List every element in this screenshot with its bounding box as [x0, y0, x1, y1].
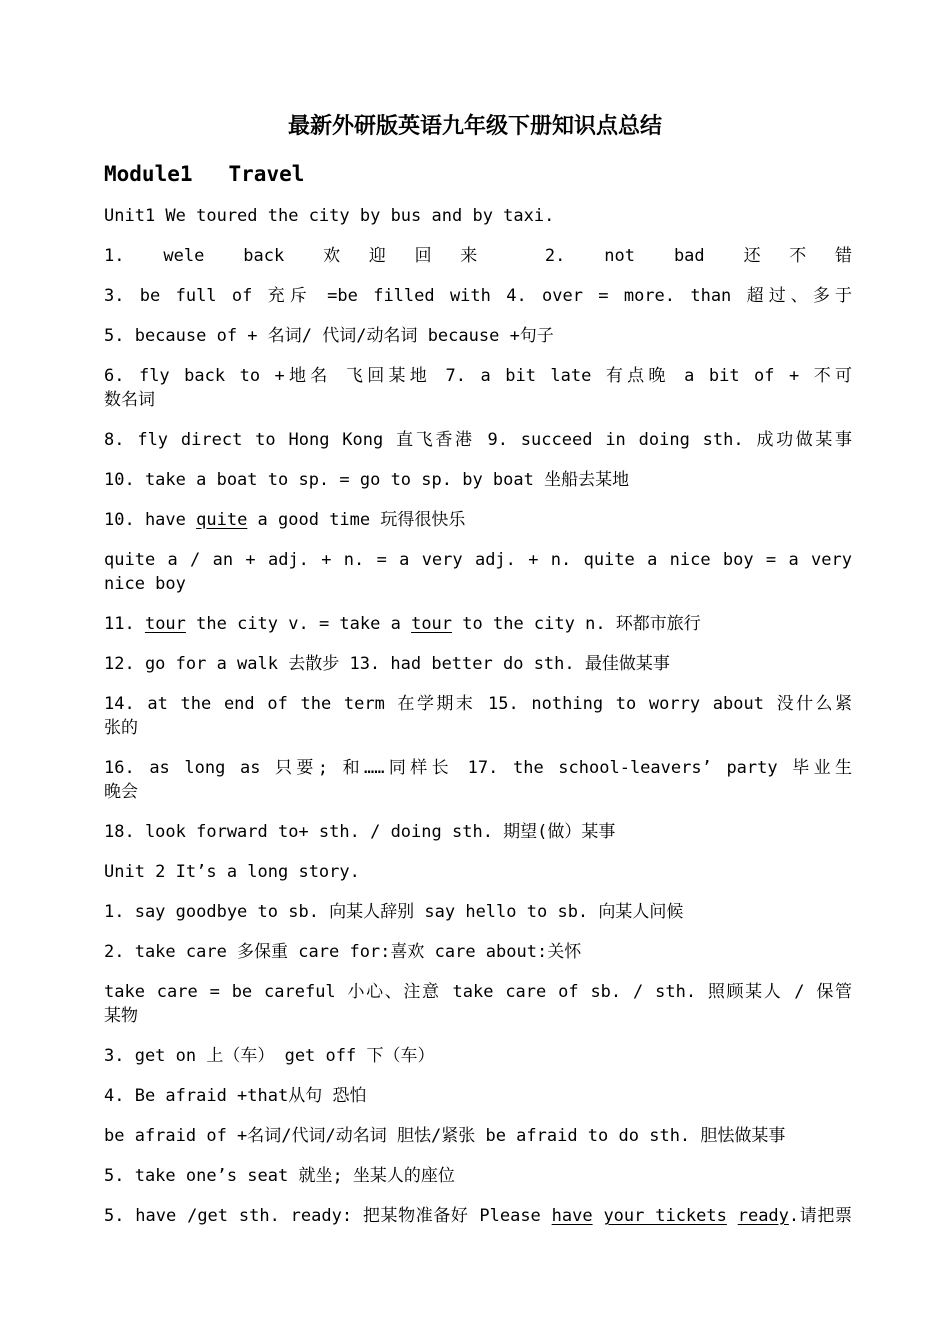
list-item: 3. get on 上（车） get off 下（车） [104, 1046, 435, 1066]
underlined-word: ready [737, 1206, 789, 1226]
list-item: 5. take one’s seat 就坐; 坐某人的座位 [104, 1166, 455, 1186]
list-item: 1. wele back 欢迎回来 2. not bad 还不错 [104, 246, 852, 266]
list-item-continuation: 某物 [104, 1006, 138, 1026]
list-item: 12. go for a walk 去散步 13. had better do sth. 最佳做某事 [104, 654, 670, 674]
underlined-word: quite [196, 510, 248, 530]
document-title: 最新外研版英语九年级下册知识点总结 [287, 114, 662, 139]
list-item-example: quite a / an + adj. + n. = a very adj. + n. quite a nice boy = a very [104, 550, 852, 570]
list-item: 5. have /get sth. ready: 把某物准备好 Please have your tickets ready.请把票 [104, 1206, 852, 1226]
unit2-heading: Unit 2 It’s a long story. [104, 862, 360, 882]
list-item: 2. take care 多保重 care for:喜欢 care about:关怀 [104, 942, 582, 962]
list-item: 10. take a boat to sp. = go to sp. by boat 坐船去某地 [104, 470, 630, 490]
list-item-example: be afraid of +名词/代词/动名词 胆怯/紧张 be afraid to do sth. 胆怯做某事 [104, 1126, 786, 1146]
list-item: 11. tour the city v. = take a tour to the city n. 环都市旅行 [104, 614, 701, 634]
list-item: 1. say goodbye to sb. 向某人辞别 say hello to sb. 向某人问候 [104, 902, 684, 922]
list-item-continuation: nice boy [104, 574, 186, 594]
underlined-word: tour [144, 614, 186, 634]
list-item-example: take care = be careful 小心、注意 take care of sb. / sth. 照顾某人 / 保管 [104, 982, 852, 1002]
list-item-continuation: 数名词 [104, 390, 155, 410]
list-item: 6. fly back to +地名 飞回某地 7. a bit late 有点晚 a bit of + 不可 [104, 366, 852, 386]
list-item: 14. at the end of the term 在学期末 15. nothing to worry about 没什么紧 [104, 694, 852, 714]
list-item: 8. fly direct to Hong Kong 直飞香港 9. succeed in doing sth. 成功做某事 [104, 430, 852, 450]
list-item: 3. be full of 充斥 =be filled with 4. over = more. than 超过、多于 [104, 286, 852, 306]
underlined-word: have [551, 1206, 593, 1226]
unit1-heading: Unit1 We toured the city by bus and by taxi. [104, 206, 555, 226]
underlined-word: tour [411, 614, 453, 634]
module-name: Module1 [104, 162, 193, 186]
module-heading [104, 160, 304, 188]
list-item-continuation: 晚会 [104, 782, 138, 802]
module-topic: Travel [228, 162, 305, 186]
list-item: 10. have quite a good time 玩得很快乐 [104, 510, 466, 530]
list-item: 5. because of + 名词/ 代词/动名词 because +句子 [104, 326, 554, 346]
list-item: 4. Be afraid +that从句 恐怕 [104, 1086, 367, 1106]
list-item: 16. as long as 只要; 和……同样长 17. the school-leavers’ party 毕业生 [104, 758, 852, 778]
list-item: 18. look forward to+ sth. / doing sth. 期望(做）某事 [104, 822, 616, 842]
list-item-continuation: 张的 [104, 718, 138, 738]
underlined-word: your tickets [603, 1206, 727, 1226]
